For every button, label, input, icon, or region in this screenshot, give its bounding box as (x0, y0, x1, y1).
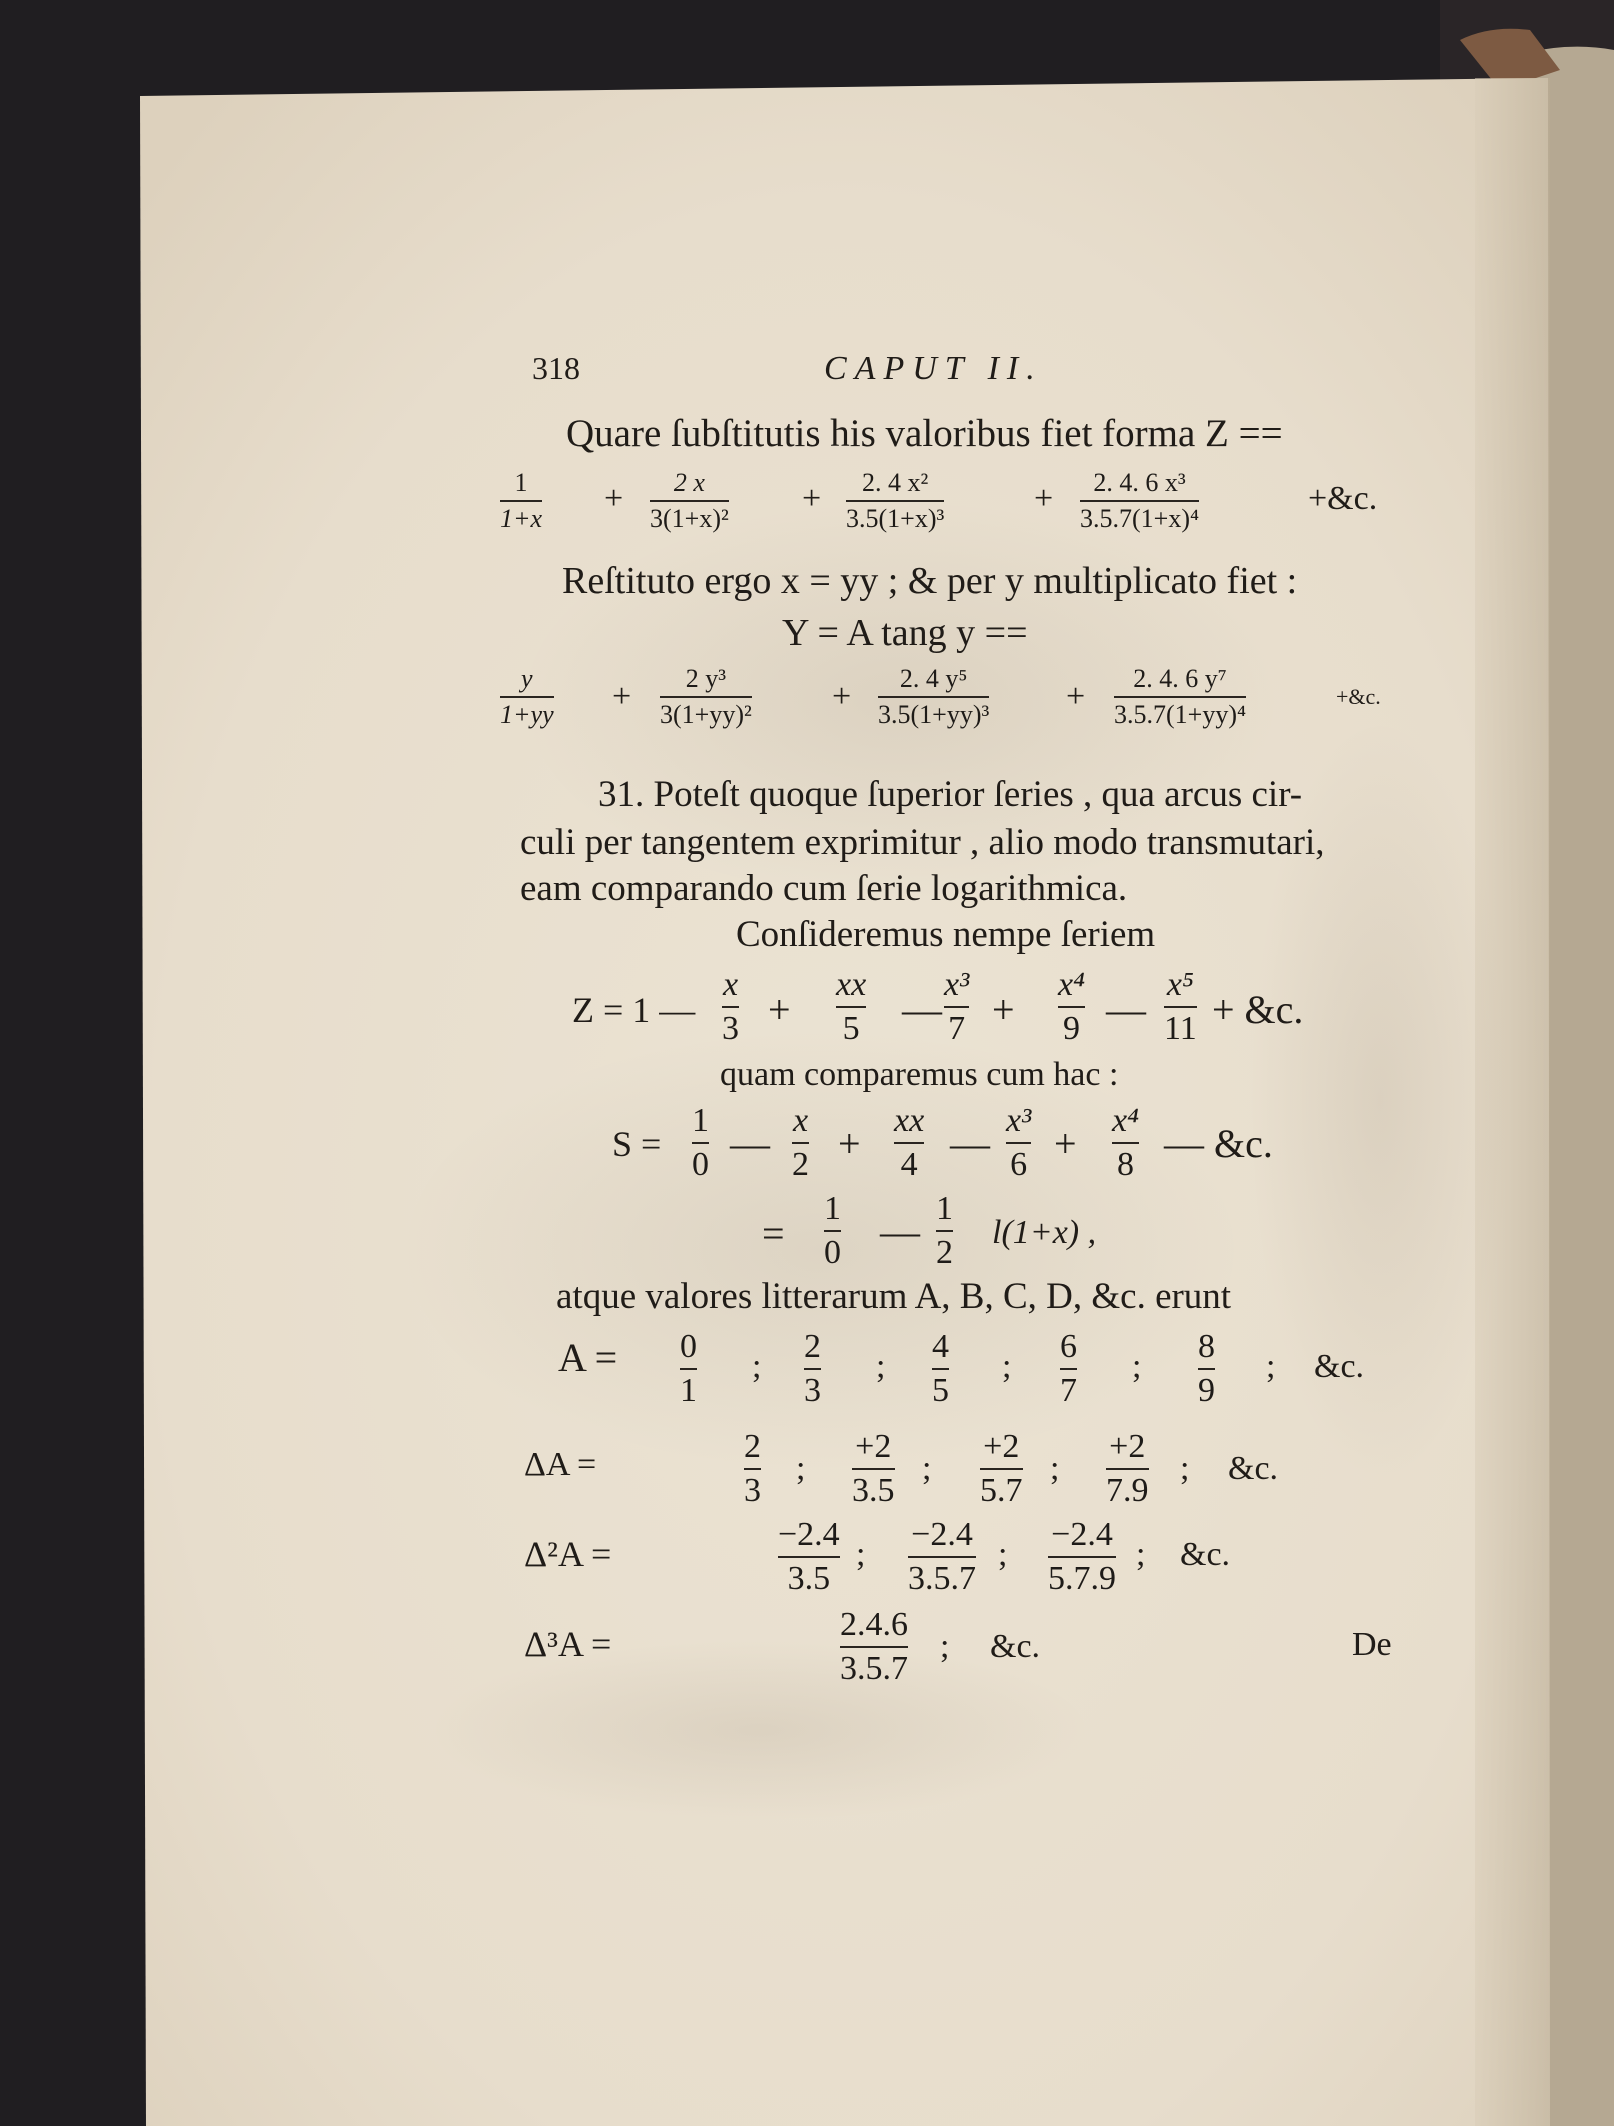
denominator: 2 (936, 1234, 953, 1271)
separator: ; (1266, 1348, 1276, 1385)
fraction (1164, 968, 1197, 1046)
etc-tail: &c. (990, 1628, 1041, 1665)
denominator: 3 (804, 1372, 821, 1409)
fraction (1006, 1104, 1031, 1182)
operator: — (880, 1209, 920, 1254)
row-label: Δ²A = (524, 1534, 612, 1574)
denominator: 3.5.7(1+x)⁴ (1080, 504, 1200, 533)
fraction (792, 1104, 809, 1182)
operator: + (768, 987, 791, 1032)
fraction (804, 1330, 821, 1408)
paragraph-line: culi per tangentem exprimitur , alio modo transmutari, (520, 822, 1325, 863)
fraction-bar (1060, 1368, 1077, 1370)
plus-sign: + (604, 480, 624, 517)
numerator: xx (836, 966, 867, 1003)
numerator: 2. 4 x² (861, 468, 929, 497)
numerator: 4 (932, 1328, 949, 1365)
numerator: x³ (944, 966, 970, 1003)
numerator: x⁴ (1112, 1102, 1139, 1139)
operator: — (950, 1121, 990, 1166)
denominator: 5.7 (980, 1472, 1023, 1509)
etc-tail: &c. (1314, 1348, 1365, 1385)
fraction (778, 1518, 840, 1596)
operator: — (1106, 987, 1146, 1032)
log-term: l(1+x) , (992, 1214, 1097, 1251)
fraction-bar (908, 1556, 976, 1558)
numerator: xx (894, 1102, 925, 1139)
numerator: 0 (680, 1328, 697, 1365)
denominator: 5 (932, 1372, 949, 1409)
numerator: 1 (936, 1190, 953, 1227)
denominator: 2 (792, 1146, 809, 1183)
numerator: x (722, 966, 739, 1003)
fraction-bar (840, 1646, 908, 1648)
fraction (500, 666, 554, 728)
series-lhs: S = (612, 1124, 662, 1164)
numerator: 8 (1198, 1328, 1215, 1365)
fraction (1048, 1518, 1116, 1596)
fraction (840, 1608, 908, 1686)
denominator: 9 (1198, 1372, 1215, 1409)
fraction (1112, 1104, 1139, 1182)
fraction (932, 1330, 949, 1408)
operator: — &c. (1164, 1121, 1273, 1166)
numerator: +2 (855, 1428, 892, 1465)
separator: ; (998, 1536, 1008, 1573)
fraction-bar (680, 1368, 697, 1370)
operator: + &c. (1212, 987, 1304, 1032)
separator: ; (876, 1348, 886, 1385)
fraction-bar (1112, 1142, 1139, 1144)
numerator: 2 (804, 1328, 821, 1365)
fraction-bar (722, 1006, 739, 1008)
row-label: Δ³A = (524, 1624, 612, 1664)
fraction-bar (980, 1468, 1023, 1470)
fraction-bar (1058, 1006, 1085, 1008)
separator: ; (940, 1628, 950, 1665)
separator: ; (1136, 1536, 1146, 1573)
fraction-bar (1080, 500, 1199, 502)
page-number: 318 (532, 350, 580, 386)
fraction (692, 1104, 709, 1182)
fraction-bar (744, 1468, 761, 1470)
fraction (846, 470, 944, 532)
separator: ; (1050, 1450, 1060, 1487)
denominator: 3 (744, 1472, 761, 1509)
denominator: 8 (1116, 1146, 1134, 1183)
fraction (878, 666, 989, 728)
fraction-bar (1048, 1556, 1116, 1558)
fraction-bar (1106, 1468, 1149, 1470)
numerator: 1 (824, 1190, 841, 1227)
fraction-bar (936, 1230, 953, 1232)
plus-sign: + (612, 678, 632, 715)
catchword: De (1352, 1626, 1392, 1663)
denominator: 3.5(1+x)³ (846, 504, 945, 533)
fraction (1060, 1330, 1077, 1408)
etc-tail: +&c. (1308, 480, 1378, 517)
quam-line: quam comparemus cum hac : (720, 1056, 1119, 1093)
fraction-bar (836, 1006, 866, 1008)
plus-sign: + (1066, 678, 1086, 715)
denominator: 3.5 (852, 1472, 895, 1509)
fraction-bar (852, 1468, 895, 1470)
fraction-bar (1164, 1006, 1197, 1008)
fraction-bar (894, 1142, 924, 1144)
separator: ; (796, 1450, 806, 1487)
restituto-line: Reſtituto ergo x = yy ; & per y multiplicato fiet : (562, 560, 1298, 602)
denominator: 3(1+yy)² (660, 700, 752, 729)
paragraph-line: 31. Poteſt quoque ſuperior ſeries , qua arcus cir- (598, 774, 1303, 815)
fraction (500, 470, 542, 532)
fraction (650, 470, 729, 532)
denominator: 3(1+x)² (650, 504, 729, 533)
fraction (908, 1518, 976, 1596)
separator: ; (922, 1450, 932, 1487)
fraction (722, 968, 739, 1046)
consideremus-line: Conſideremus nempe ſeriem (736, 914, 1156, 955)
denominator: 5.7.9 (1048, 1560, 1116, 1597)
numerator: 2 y³ (685, 664, 727, 693)
numerator: 2. 4. 6 x³ (1093, 468, 1186, 497)
denominator: 6 (1010, 1146, 1028, 1183)
numerator: 2. 4 y⁵ (899, 664, 968, 693)
fraction-bar (804, 1368, 821, 1370)
fraction (1080, 470, 1199, 532)
fraction (660, 666, 752, 728)
fraction-bar (692, 1142, 709, 1144)
denominator: 3.5(1+yy)³ (878, 700, 990, 729)
separator: ; (1132, 1348, 1142, 1385)
operator: — (730, 1121, 770, 1166)
fraction (980, 1430, 1023, 1508)
series-lhs: Z = 1 — (572, 990, 696, 1030)
etc-tail: &c. (1228, 1450, 1279, 1487)
fraction (894, 1104, 924, 1182)
running-head: CAPUT II. (824, 350, 1043, 387)
denominator: 0 (692, 1146, 709, 1183)
numerator: x⁵ (1166, 966, 1194, 1003)
denominator: 7.9 (1106, 1472, 1149, 1509)
fraction-bar (944, 1006, 969, 1008)
fraction (1106, 1430, 1149, 1508)
denominator: 7 (1060, 1372, 1077, 1409)
plus-sign: + (832, 678, 852, 715)
fraction (744, 1430, 761, 1508)
numerator: −2.4 (911, 1516, 973, 1553)
denominator: 3.5.7 (908, 1560, 976, 1597)
denominator: 5 (842, 1010, 860, 1047)
fraction (936, 1192, 953, 1270)
paragraph-line: eam comparando cum ſerie logarithmica. (520, 868, 1128, 909)
fraction (852, 1430, 895, 1508)
denominator: 9 (1062, 1010, 1080, 1047)
fraction (1114, 666, 1246, 728)
numerator: x⁴ (1058, 966, 1085, 1003)
operator: + (1054, 1121, 1077, 1166)
fraction (1198, 1330, 1215, 1408)
numerator: −2.4 (778, 1516, 840, 1553)
numerator: 2 x (673, 468, 705, 497)
denominator: 3 (722, 1010, 739, 1047)
numerator: 2 (744, 1428, 761, 1465)
etc-tail: &c. (1180, 1536, 1231, 1573)
denominator: 0 (824, 1234, 841, 1271)
denominator: 11 (1164, 1010, 1197, 1047)
formula-y-lhs: Y = A tang y == (782, 612, 1028, 654)
numerator: −2.4 (1051, 1516, 1113, 1553)
fraction-bar (1198, 1368, 1215, 1370)
fraction-bar (1006, 1142, 1031, 1144)
fraction-bar (660, 696, 752, 698)
fraction-bar (878, 696, 989, 698)
fraction-bar (824, 1230, 841, 1232)
atque-line: atque valores litterarum A, B, C, D, &c. erunt (556, 1276, 1232, 1317)
row-label: A = (558, 1335, 618, 1380)
fraction (680, 1330, 697, 1408)
intro-line: Quare ſubſtitutis his valoribus fiet forma Z == (566, 412, 1283, 455)
denominator: 4 (900, 1146, 918, 1183)
denominator: 3.5 (787, 1560, 831, 1597)
denominator: 7 (948, 1010, 966, 1047)
fraction-bar (778, 1556, 840, 1558)
equals-sign: = (762, 1211, 785, 1256)
numerator: 6 (1060, 1328, 1077, 1365)
numerator: x (792, 1102, 809, 1139)
fraction-bar (1114, 696, 1246, 698)
denominator: 1 (680, 1372, 697, 1409)
numerator: y (521, 664, 533, 693)
etc-tail: +&c. (1336, 684, 1381, 709)
numerator: 1 (514, 468, 528, 497)
fraction-bar (650, 500, 729, 502)
numerator: x³ (1006, 1102, 1032, 1139)
separator: ; (1002, 1348, 1012, 1385)
separator: ; (1180, 1450, 1190, 1487)
operator: — (902, 987, 942, 1032)
fraction (824, 1192, 841, 1270)
numerator: +2 (983, 1428, 1020, 1465)
denominator: 1+yy (500, 700, 554, 729)
denominator: 1+x (500, 504, 543, 533)
numerator: +2 (1109, 1428, 1146, 1465)
fraction (1058, 968, 1085, 1046)
operator: + (838, 1121, 861, 1166)
numerator: 1 (692, 1102, 709, 1139)
fraction (944, 968, 969, 1046)
fraction-bar (500, 696, 554, 698)
operator: + (992, 987, 1015, 1032)
fraction (836, 968, 866, 1046)
numerator: 2. 4. 6 y⁷ (1133, 664, 1227, 693)
fraction-bar (846, 500, 944, 502)
separator: ; (856, 1536, 866, 1573)
fraction-bar (932, 1368, 949, 1370)
numerator: 2.4.6 (840, 1606, 908, 1643)
plus-sign: + (802, 480, 822, 517)
separator: ; (752, 1348, 762, 1385)
row-label: ΔA = (524, 1446, 597, 1483)
denominator: 3.5.7 (840, 1650, 908, 1687)
fraction-bar (792, 1142, 809, 1144)
fraction-bar (500, 500, 542, 502)
denominator: 3.5.7(1+yy)⁴ (1114, 700, 1247, 729)
plus-sign: + (1034, 480, 1054, 517)
